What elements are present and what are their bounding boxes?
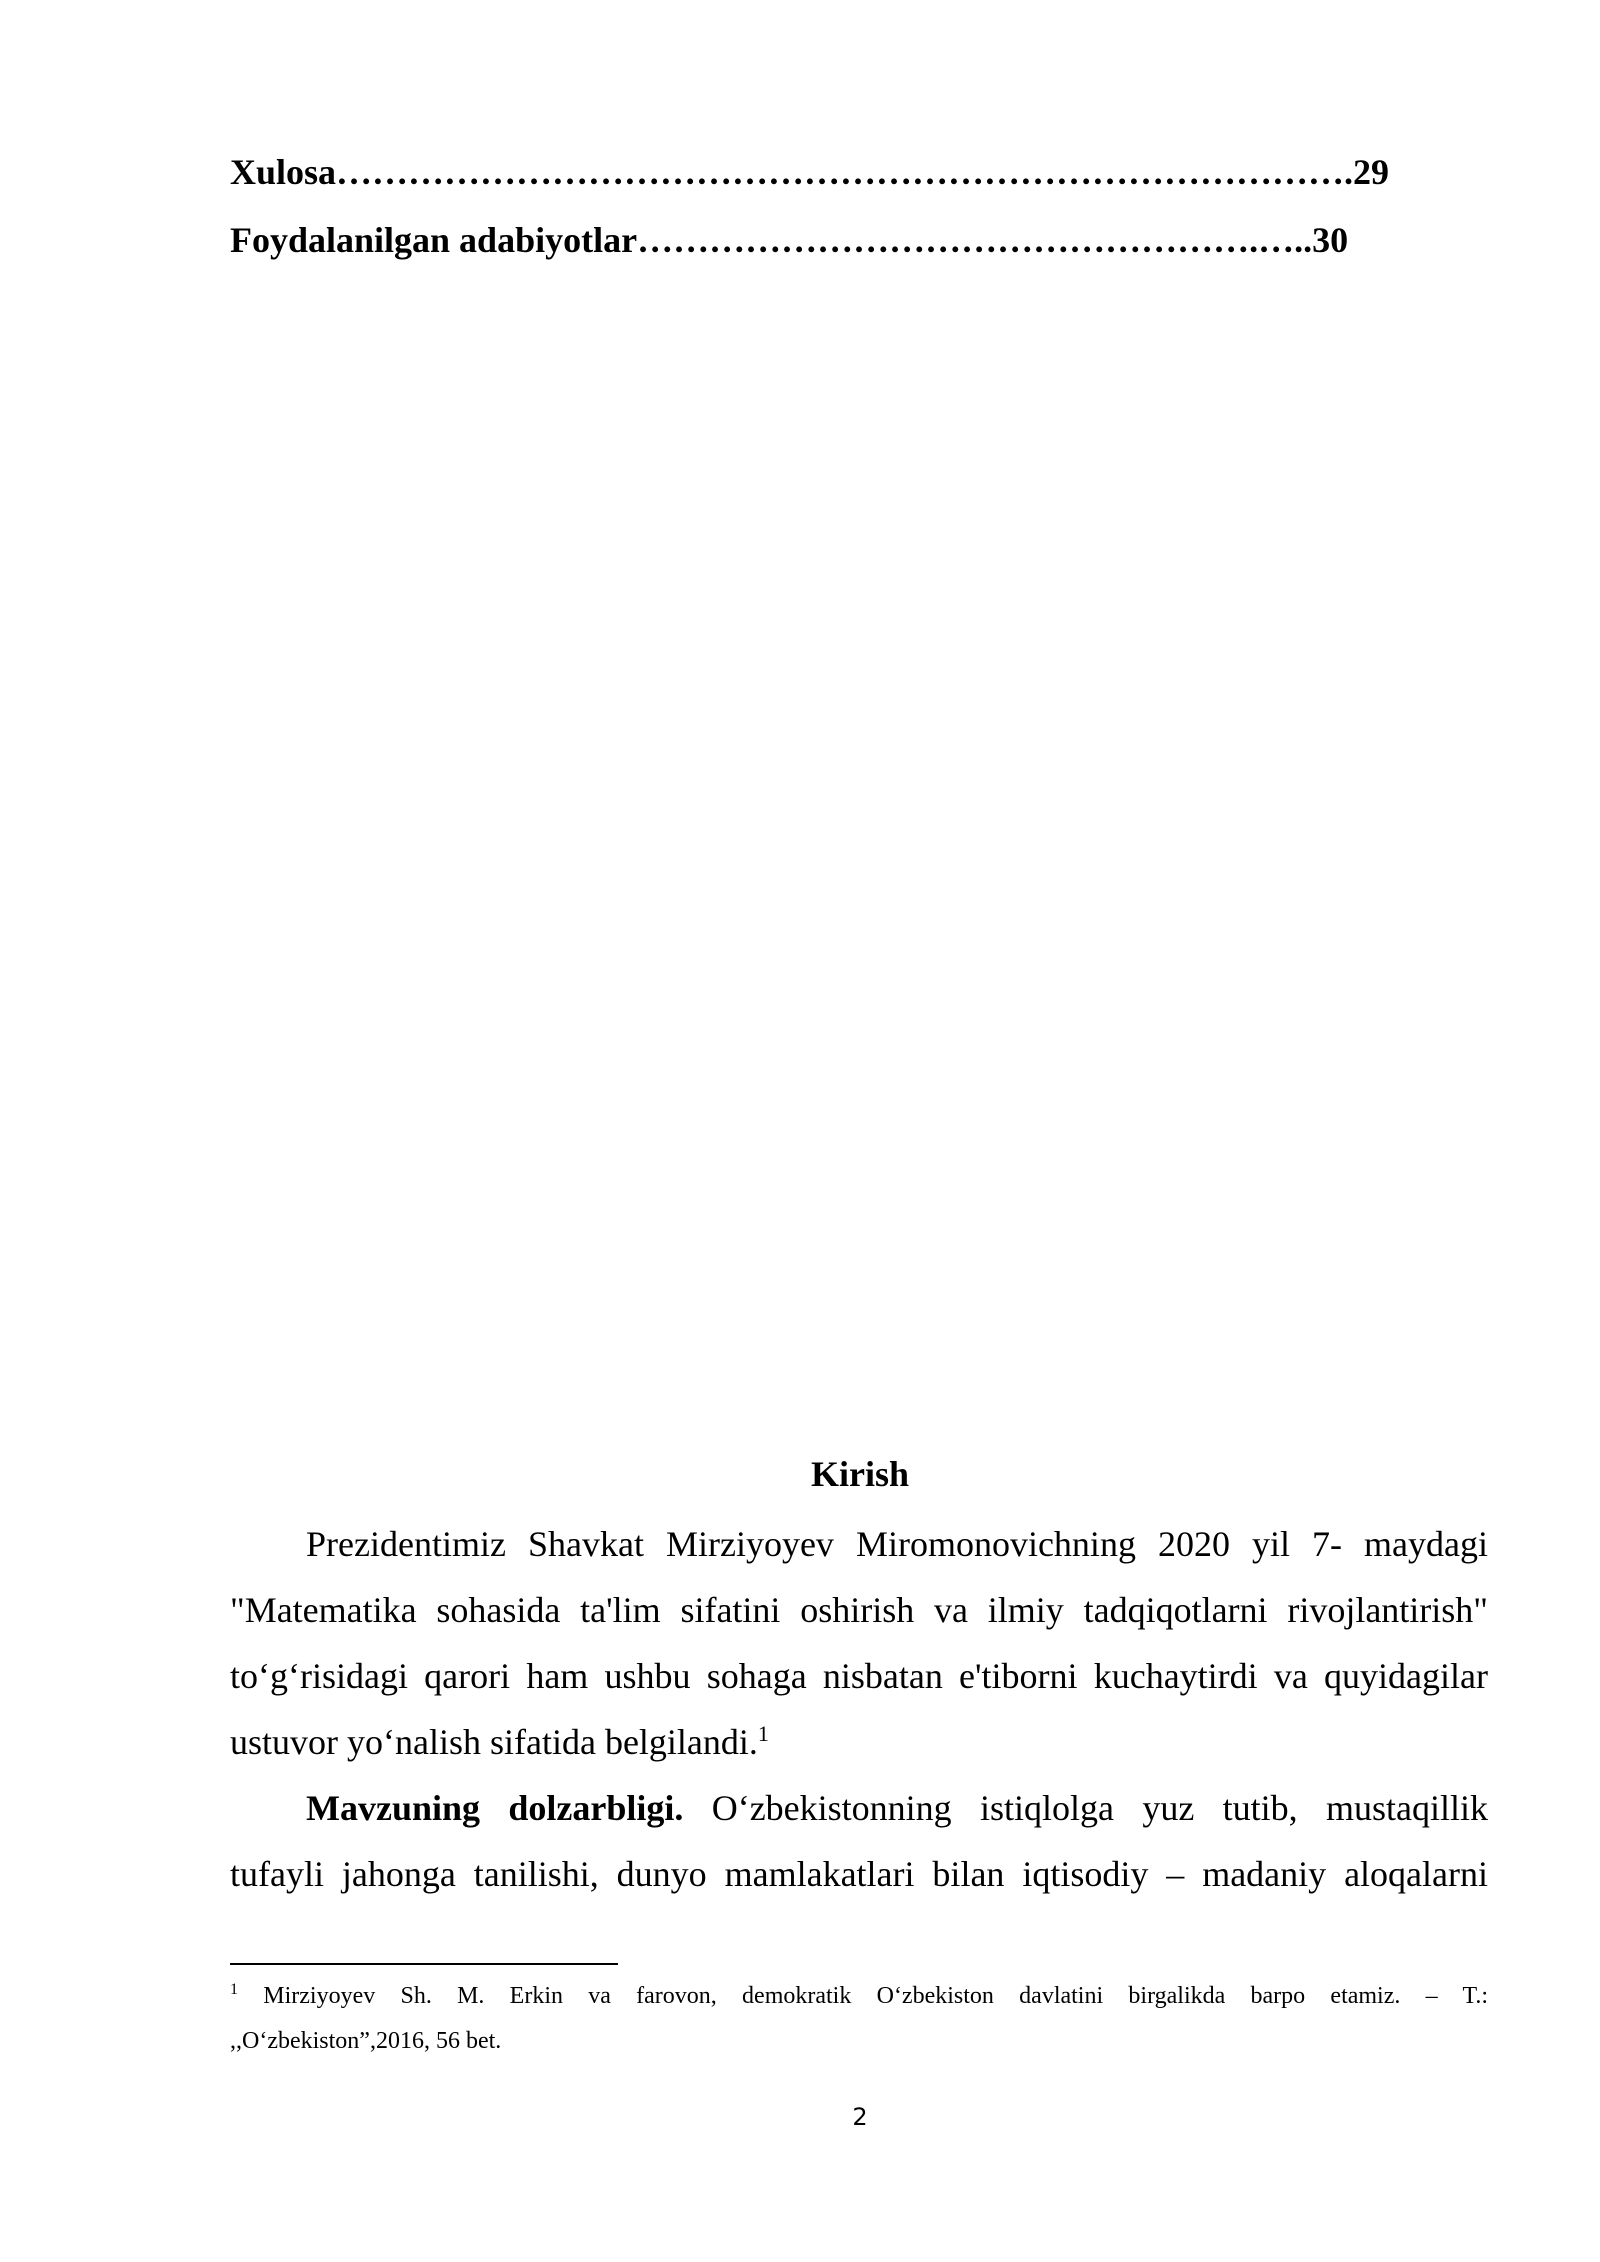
section-title: Kirish bbox=[810, 1454, 909, 1494]
paragraph-line-last bbox=[230, 1720, 1488, 1764]
paragraph-line-text: O‘zbekistonning istiqlolga yuz tutib, mustaqillik bbox=[683, 1788, 1488, 1828]
page-number: 2 bbox=[852, 2103, 868, 2131]
footnote-line: ,,O‘zbekiston”,2016, 56 bet. bbox=[230, 2028, 502, 2054]
toc-item-foydalanilgan-adabiyotlar: Foydalanilgan adabiyotlar…………………………………………….…..30 bbox=[230, 220, 1349, 260]
paragraph-lead: Mavzuning dolzarbligi. bbox=[306, 1788, 684, 1828]
footnote-separator bbox=[230, 1963, 618, 1965]
paragraph-line: to‘g‘risidagi qarori ham ushbu sohaga nisbatan e'tiborni kuchaytirdi va quyidagilar bbox=[230, 1656, 1488, 1696]
paragraph-line: Prezidentimiz Shavkat Mirziyoyev Miromonovichning 2020 yil 7- maydagi bbox=[306, 1524, 1488, 1564]
footnote-number: 1 bbox=[230, 1981, 238, 1998]
paragraph-line: "Matematika sohasida ta'lim sifatini oshirish va ilmiy tadqiqotlarni rivojlantirish" bbox=[230, 1590, 1488, 1630]
footnote-reference: 1 bbox=[757, 1721, 769, 1746]
toc-item-xulosa: Xulosa………………………………………………………………………….29 bbox=[230, 152, 1390, 192]
footnote-line bbox=[230, 1981, 1488, 2011]
paragraph-line: tufayli jahonga tanilishi, dunyo mamlakatlari bilan iqtisodiy – madaniy aloqalarni bbox=[230, 1854, 1488, 1894]
footnote-text: Mirziyoyev Sh. M. Erkin va farovon, demokratik O‘zbekiston davlatini birgalikda barpo etamiz. – T.: bbox=[238, 1983, 1488, 2009]
paragraph-line bbox=[230, 1786, 1488, 1830]
paragraph-line-text: ustuvor yo‘nalish sifatida belgilandi. bbox=[230, 1722, 758, 1762]
